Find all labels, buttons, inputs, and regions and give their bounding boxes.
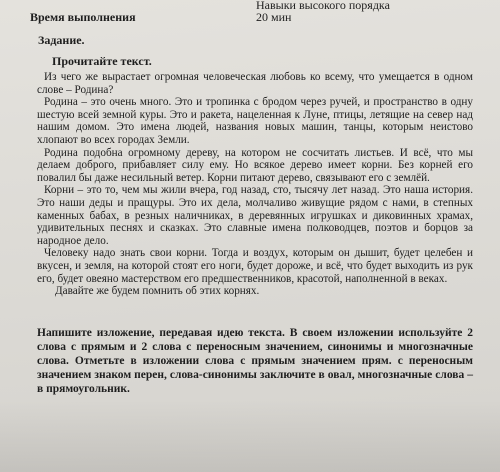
task-instruction: Прочитайте текст. [52,54,152,68]
header-skills: Навыки высокого порядка [256,0,390,12]
paragraph: Из чего же вырастает огромная человеческая любовь ко всему, что умещается в одном слове – Родина? [37,71,473,96]
header-time-label: Время выполнения [30,10,136,24]
paragraph: Человеку надо знать свои корни. Тогда и воздух, которым он дышит, будет целебен и вкусен, и земля, на которой стоят его ноги, будет дороже, и всё, что будет выходить из рук его, будет овеяно мастерством его предшественников, красотой, наполненной в веках. [37,247,473,285]
paragraph: Корни – это то, чем мы жили вчера, год назад, сто, тысячу лет назад. Это наша история. Это наши деды и пращуры. Это их дела, молчаливо живущие рядом с нами, в степных каменных бабах, в резных наличниках, в деревянных игрушках и диковинных храмах, удивительных песнях и сказках. Это славные имена полководцев, поэтов и борцов за народное дело. [37,184,473,247]
header-time-value: 20 мин [256,10,292,24]
assignment-text: Напишите изложение, передавая идею текста. В своем изложении используйте 2 слова с прямым и 2 слова с переносным значением, синонимы и многозначные слова. Отметьте в изложении слова с прямым значением прям. с переносным значением знаком перен, слова-синонимы заключите в овал, многозначные слова – в прямоугольник. [37,327,473,395]
reading-text [37,71,473,298]
page-shadow [0,400,500,472]
paragraph: Давайте же будем помнить об этих корнях. [55,285,260,298]
paragraph: Родина – это очень много. Это и тропинка с бродом через ручей, и пространство в одну шестую всей земной куры. Это и ракета, нацеленная к Луне, птицы, летящие на север над нашим домом. Это имена людей, названия новых машин, танцы, которым неистово хлопают во всех городах Земли. [37,96,473,146]
paragraph: Родина подобна огромному дереву, на котором не сосчитать листьев. И всё, что мы делаем доброго, прибавляет силу ему. Но всякое дерево имеет корни. Без корней его повалил бы даже несильный ветер. Корни питают дерево, связывают его с землёй. [37,146,473,184]
task-title: Задание. [38,33,85,47]
